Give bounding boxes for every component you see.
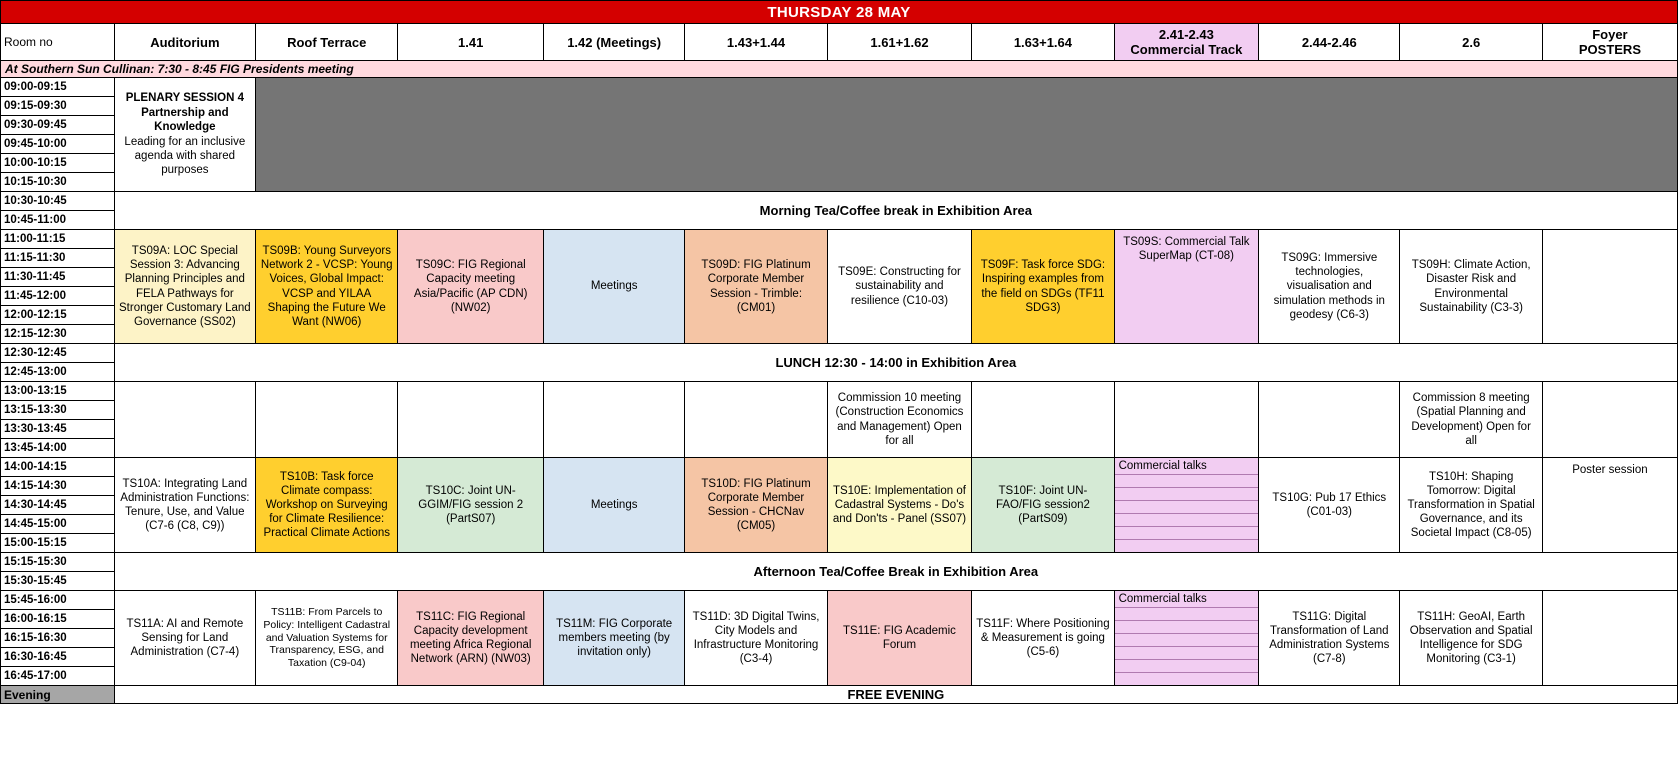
plenary-description: Leading for an inclusive agenda with shared purposes	[124, 135, 246, 177]
time-1200: 12:00-12:15	[1, 306, 115, 325]
time-1330: 13:30-13:45	[1, 420, 115, 439]
session-ts10d[interactable]: TS10D: FIG Platinum Corporate Member Session - CHCNav (CM05)	[685, 458, 827, 553]
commission-10-meeting[interactable]: Commission 10 meeting (Construction Economics and Management) Open for all	[827, 382, 972, 458]
commercial-talks-late-label: Commercial talks	[1115, 591, 1259, 608]
plenary-subtitle: Partnership and Knowledge	[141, 106, 229, 134]
empty-commercial-pre-pm	[1114, 382, 1259, 458]
empty-163-164-pre-pm	[972, 382, 1114, 458]
time-1415: 14:15-14:30	[1, 477, 115, 496]
time-1315: 13:15-13:30	[1, 401, 115, 420]
session-ts10g[interactable]: TS10G: Pub 17 Ethics (C01-03)	[1259, 458, 1400, 553]
time-0900: 09:00-09:15	[1, 78, 115, 97]
session-ts09d[interactable]: TS09D: FIG Platinum Corporate Member Session - Trimble: (CM01)	[685, 230, 827, 344]
time-row-1400	[1, 458, 1678, 477]
plenary-session-4	[114, 78, 255, 192]
plenary-blocked-area	[256, 78, 1678, 192]
header-commercial-label: Commercial Track	[1130, 42, 1243, 57]
session-ts11d[interactable]: TS11D: 3D Digital Twins, City Models and Infrastructure Monitoring (C3-4)	[685, 591, 827, 686]
header-room-141: 1.41	[398, 24, 544, 61]
time-row-0900	[1, 78, 1678, 97]
evening-label: Evening	[1, 686, 115, 704]
header-commercial-room: 2.41-2.43	[1158, 27, 1214, 42]
time-1015: 10:15-10:30	[1, 173, 115, 192]
poster-session[interactable]: Poster session	[1542, 458, 1677, 553]
foyer-empty-am	[1542, 230, 1677, 344]
header-auditorium: Auditorium	[114, 24, 255, 61]
commercial-talks-late[interactable]	[1114, 591, 1259, 686]
banner-row	[1, 1, 1678, 24]
time-1645: 16:45-17:00	[1, 667, 115, 686]
time-0930: 09:30-09:45	[1, 116, 115, 135]
session-ts10b[interactable]: TS10B: Task force Climate compass: Workshop on Surveying for Climate Resilience: Practical Climate Actions	[256, 458, 398, 553]
session-ts11h[interactable]: TS11H: GeoAI, Earth Observation and Spatial Intelligence for SDG Monitoring (C3-1)	[1400, 591, 1542, 686]
commercial-talks-pm[interactable]	[1114, 458, 1259, 553]
session-ts10h[interactable]: TS10H: Shaping Tomorrow: Digital Transformation in Spatial Governance, and its Societal Impact (C8-05)	[1400, 458, 1542, 553]
day-banner: THURSDAY 28 MAY	[1, 1, 1678, 24]
commercial-talks-pm-label: Commercial talks	[1115, 458, 1259, 475]
time-0945: 09:45-10:00	[1, 135, 115, 154]
empty-143-144-pre-pm	[685, 382, 827, 458]
time-1545: 15:45-16:00	[1, 591, 115, 610]
presidents-meeting: At Southern Sun Cullinan: 7:30 - 8:45 FIG Presidents meeting	[1, 61, 1678, 78]
session-ts09h[interactable]: TS09H: Climate Action, Disaster Risk and Environmental Sustainability (C3-3)	[1400, 230, 1542, 344]
session-ts11m[interactable]: TS11M: FIG Corporate members meeting (by invitation only)	[543, 591, 684, 686]
time-row-1545	[1, 591, 1678, 610]
session-ts10f[interactable]: TS10F: Joint UN-FAO/FIG session2 (PartS09)	[972, 458, 1114, 553]
session-meetings-am[interactable]: Meetings	[543, 230, 684, 344]
session-ts11f[interactable]: TS11F: Where Positioning & Measurement is going (C5-6)	[972, 591, 1114, 686]
empty-foyer-pre-pm	[1542, 382, 1677, 458]
empty-244-246-pre-pm	[1259, 382, 1400, 458]
morning-tea-break: Morning Tea/Coffee break in Exhibition Area	[114, 192, 1677, 230]
empty-141-pre-pm	[398, 382, 544, 458]
time-row-1100	[1, 230, 1678, 249]
session-ts10c[interactable]: TS10C: Joint UN-GGIM/FIG session 2 (PartS07)	[398, 458, 544, 553]
session-ts11g[interactable]: TS11G: Digital Transformation of Land Administration Systems (C7-8)	[1259, 591, 1400, 686]
time-1130: 11:30-11:45	[1, 268, 115, 287]
commission-8-meeting[interactable]: Commission 8 meeting (Spatial Planning and Development) Open for all	[1400, 382, 1542, 458]
time-1045: 10:45-11:00	[1, 211, 115, 230]
time-row-1030	[1, 192, 1678, 211]
time-row-1515	[1, 553, 1678, 572]
lunch-break: LUNCH 12:30 - 14:00 in Exhibition Area	[114, 344, 1677, 382]
session-ts11c[interactable]: TS11C: FIG Regional Capacity development meeting Africa Regional Network (ARN) (NW03)	[398, 591, 544, 686]
time-1630: 16:30-16:45	[1, 648, 115, 667]
time-1230: 12:30-12:45	[1, 344, 115, 363]
plenary-title: PLENARY SESSION 4	[125, 92, 244, 105]
session-ts09a[interactable]: TS09A: LOC Special Session 3: Advancing Planning Principles and FELA Pathways for Stronger Customary Land Governance (SS02)	[114, 230, 255, 344]
time-1245: 12:45-13:00	[1, 363, 115, 382]
session-ts09b[interactable]: TS09B: Young Surveyors Network 2 - VCSP: Young Voices, Global Impact: VCSP and YILAA Shaping the Future We Want (NW06)	[256, 230, 398, 344]
header-room-142: 1.42 (Meetings)	[543, 24, 684, 61]
time-0915: 09:15-09:30	[1, 97, 115, 116]
session-ts09g[interactable]: TS09G: Immersive technologies, visualisation and simulation methods in geodesy (C6-3)	[1259, 230, 1400, 344]
evening-row	[1, 686, 1678, 704]
session-ts10e[interactable]: TS10E: Implementation of Cadastral Systems - Do's and Don'ts - Panel (SS07)	[827, 458, 972, 553]
time-1515: 15:15-15:30	[1, 553, 115, 572]
time-1000: 10:00-10:15	[1, 154, 115, 173]
header-foyer-line2: POSTERS	[1578, 42, 1641, 57]
session-ts09f[interactable]: TS09F: Task force SDG: Inspiring examples from the field on SDGs (TF11 SDG3)	[972, 230, 1114, 344]
session-meetings-pm[interactable]: Meetings	[543, 458, 684, 553]
time-1100: 11:00-11:15	[1, 230, 115, 249]
header-roof-terrace: Roof Terrace	[256, 24, 398, 61]
empty-roof-terrace-pre-pm	[256, 382, 398, 458]
session-ts11b[interactable]: TS11B: From Parcels to Policy: Intelligent Cadastral and Valuation Systems for Transparency, ESG, and Taxation (C9-04)	[256, 591, 398, 686]
session-ts11a[interactable]: TS11A: AI and Remote Sensing for Land Administration (C7-4)	[114, 591, 255, 686]
header-room-161-162: 1.61+1.62	[827, 24, 972, 61]
evening-text: FREE EVENING	[114, 686, 1677, 704]
time-row-1300	[1, 382, 1678, 401]
header-foyer-line1: Foyer	[1592, 27, 1628, 42]
session-ts09e[interactable]: TS09E: Constructing for sustainability and resilience (C10-03)	[827, 230, 972, 344]
time-1115: 11:15-11:30	[1, 249, 115, 268]
header-room-163-164: 1.63+1.64	[972, 24, 1114, 61]
header-room-26: 2.6	[1400, 24, 1542, 61]
empty-foyer-late	[1542, 591, 1677, 686]
header-foyer	[1542, 24, 1677, 61]
time-1600: 16:00-16:15	[1, 610, 115, 629]
time-1345: 13:45-14:00	[1, 439, 115, 458]
time-1400: 14:00-14:15	[1, 458, 115, 477]
time-1145: 11:45-12:00	[1, 287, 115, 306]
header-row	[1, 24, 1678, 61]
time-1445: 14:45-15:00	[1, 515, 115, 534]
session-ts10a[interactable]: TS10A: Integrating Land Administration Functions: Tenure, Use, and Value (C7-6 (C8, C9))	[114, 458, 255, 553]
session-ts11e[interactable]: TS11E: FIG Academic Forum	[827, 591, 972, 686]
time-1500: 15:00-15:15	[1, 534, 115, 553]
session-ts09c[interactable]: TS09C: FIG Regional Capacity meeting Asia/Pacific (AP CDN) (NW02)	[398, 230, 544, 344]
empty-auditorium-pre-pm	[114, 382, 255, 458]
presidents-row	[1, 61, 1678, 78]
time-1215: 12:15-12:30	[1, 325, 115, 344]
time-row-1230	[1, 344, 1678, 363]
header-room-244-246: 2.44-2.46	[1259, 24, 1400, 61]
time-1530: 15:30-15:45	[1, 572, 115, 591]
session-ts09s[interactable]: TS09S: Commercial Talk SuperMap (CT-08)	[1114, 230, 1259, 344]
header-commercial-track	[1114, 24, 1259, 61]
header-room-no: Room no	[1, 24, 115, 61]
time-1615: 16:15-16:30	[1, 629, 115, 648]
time-1030: 10:30-10:45	[1, 192, 115, 211]
time-1430: 14:30-14:45	[1, 496, 115, 515]
header-room-143-144: 1.43+1.44	[685, 24, 827, 61]
empty-142-pre-pm	[543, 382, 684, 458]
time-1300: 13:00-13:15	[1, 382, 115, 401]
afternoon-tea-break: Afternoon Tea/Coffee Break in Exhibition Area	[114, 553, 1677, 591]
